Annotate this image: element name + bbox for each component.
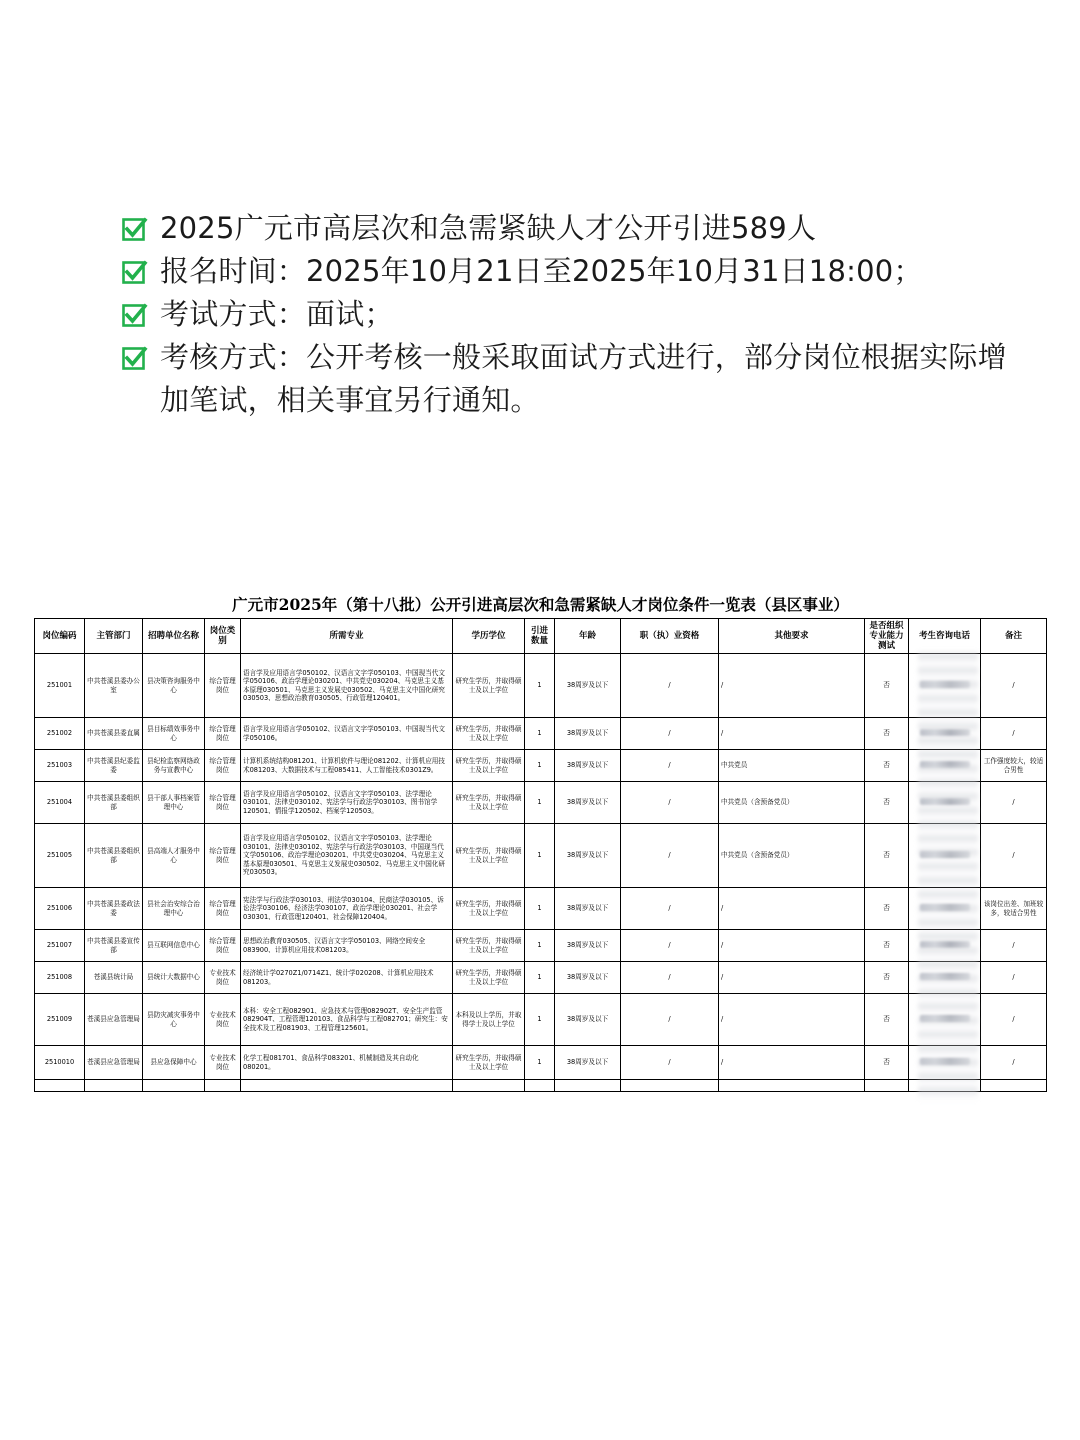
table-cell: / [719, 962, 865, 994]
table-cell [525, 1080, 555, 1092]
position-table-section [34, 594, 1047, 1104]
table-cell: 否 [865, 750, 909, 782]
table-cell: 县高端人才服务中心 [143, 824, 205, 888]
column-header: 引进数量 [525, 619, 555, 654]
table-header-row [35, 619, 1047, 654]
table-cell: 语言学及应用语言学050102、汉语言文字学050103、中国现当代文学050106、政治学理论030201、中共党史030204、马克思主义基本原理030501、马克思主义发展史030502、马克思主义中国化研究030503、思想政治教育030505、行政管理120401。 [241, 654, 453, 718]
table-cell: 县应急保障中心 [143, 1046, 205, 1080]
table-cell: / [621, 962, 719, 994]
table-cell: 县社会治安综合治理中心 [143, 888, 205, 930]
table-cell: / [981, 718, 1047, 750]
table-cell [241, 1080, 453, 1092]
table-cell [555, 1080, 621, 1092]
column-header: 年龄 [555, 619, 621, 654]
table-cell: 中共苍溪县委办公室 [85, 654, 143, 718]
table-cell [85, 1080, 143, 1092]
table-cell: / [981, 1046, 1047, 1080]
redacted-phone [920, 941, 970, 948]
table-cell: 宪法学与行政法学030103、刑法学030104、民商法学030105、诉讼法学030106、经济法学030107、政治学理论030201、社会学030301、行政管理120401、社会保障120404。 [241, 888, 453, 930]
table-cell: 研究生学历，并取得硕士及以上学位 [453, 750, 525, 782]
table-row [35, 654, 1047, 718]
table-cell [909, 930, 981, 962]
table-cell: 1 [525, 962, 555, 994]
table-cell: 研究生学历，并取得硕士及以上学位 [453, 782, 525, 824]
check-box-icon [122, 345, 150, 369]
column-header: 是否组织专业能力测试 [865, 619, 909, 654]
table-cell: 中共苍溪县纪委监委 [85, 750, 143, 782]
redacted-phone [920, 729, 970, 736]
table-cell: 38周岁及以下 [555, 930, 621, 962]
redacted-phone [920, 798, 970, 805]
table-row [35, 994, 1047, 1046]
table-cell: 1 [525, 888, 555, 930]
table-cell: / [621, 888, 719, 930]
check-item-title [122, 207, 1022, 250]
table-cell: 苍溪县应急管理局 [85, 1046, 143, 1080]
table-cell: / [719, 930, 865, 962]
table-cell: 251009 [35, 994, 85, 1046]
table-cell: 251003 [35, 750, 85, 782]
table-cell: 本科：安全工程082901、应急技术与管理082902T、安全生产监管082904T、工程管理120103、食品科学与工程082701；研究生：安全技术及工程081903、工程管理125601。 [241, 994, 453, 1046]
table-cell: 38周岁及以下 [555, 654, 621, 718]
table-cell: / [981, 930, 1047, 962]
column-header: 所需专业 [241, 619, 453, 654]
table-cell: / [621, 994, 719, 1046]
table-cell: 中共党员（含预备党员） [719, 824, 865, 888]
column-header: 岗位类别 [205, 619, 241, 654]
table-cell: 县统计大数据中心 [143, 962, 205, 994]
table-cell: / [621, 654, 719, 718]
table-cell: 中共苍溪县委政法委 [85, 888, 143, 930]
table-row [35, 750, 1047, 782]
table-cell [909, 1080, 981, 1092]
table-cell: 否 [865, 782, 909, 824]
table-cell [35, 1080, 85, 1092]
table-cell: 中共苍溪县委组织部 [85, 824, 143, 888]
table-cell: 中共苍溪县委直属 [85, 718, 143, 750]
table-cell: 苍溪县统计局 [85, 962, 143, 994]
table-row [35, 718, 1047, 750]
table-cell: 语言学及应用语言学050102、汉语言文字学050103、法学理论030101、法律史030102、宪法学与行政法学030103、图书馆学120501、情报学120502、档案学120503。 [241, 782, 453, 824]
table-cell: 251002 [35, 718, 85, 750]
table-cell: / [621, 718, 719, 750]
table-cell: 县目标绩效事务中心 [143, 718, 205, 750]
table-cell: 综合管理岗位 [205, 824, 241, 888]
table-row [35, 824, 1047, 888]
table-cell: / [621, 824, 719, 888]
table-cell [909, 994, 981, 1046]
table-cell [909, 750, 981, 782]
table-row [35, 782, 1047, 824]
table-cell: 否 [865, 654, 909, 718]
redacted-phone [920, 1058, 970, 1065]
table-cell [909, 824, 981, 888]
table-cell: 1 [525, 1046, 555, 1080]
table-cell: 综合管理岗位 [205, 750, 241, 782]
table-cell: / [719, 888, 865, 930]
table-cell [621, 1080, 719, 1092]
redacted-phone [920, 761, 970, 768]
column-header: 岗位编码 [35, 619, 85, 654]
check-item-signup-time [122, 250, 1022, 293]
check-box-icon [122, 216, 150, 240]
table-cell: 中共苍溪县委宣传部 [85, 930, 143, 962]
table-cell: 研究生学历，并取得硕士及以上学位 [453, 824, 525, 888]
table-cell: 251001 [35, 654, 85, 718]
redacted-phone [920, 851, 970, 858]
table-cell: 研究生学历，并取得硕士及以上学位 [453, 962, 525, 994]
table-cell [909, 1046, 981, 1080]
table-cell: 县干部人事档案管理中心 [143, 782, 205, 824]
table-row [35, 1080, 1047, 1092]
table-cell [865, 1080, 909, 1092]
table-cell: 综合管理岗位 [205, 782, 241, 824]
check-item-exam-method [122, 293, 1022, 336]
table-cell: 专业技术岗位 [205, 994, 241, 1046]
table-body [35, 654, 1047, 1092]
table-cell: 县互联网信息中心 [143, 930, 205, 962]
table-cell [909, 888, 981, 930]
table-cell: 否 [865, 824, 909, 888]
check-box-icon [122, 259, 150, 283]
table-cell: 综合管理岗位 [205, 654, 241, 718]
table-cell [909, 654, 981, 718]
redacted-phone [920, 681, 970, 688]
table-cell: 综合管理岗位 [205, 718, 241, 750]
table-cell: 综合管理岗位 [205, 930, 241, 962]
check-item-assessment [122, 336, 1022, 422]
table-cell [909, 782, 981, 824]
table-cell: / [981, 994, 1047, 1046]
table-cell: / [719, 654, 865, 718]
table-cell: 2510010 [35, 1046, 85, 1080]
column-header: 招聘单位名称 [143, 619, 205, 654]
table-cell: 研究生学历，并取得硕士及以上学位 [453, 654, 525, 718]
table-cell: 县决策咨询服务中心 [143, 654, 205, 718]
check-text: 2025广元市高层次和急需紧缺人才公开引进589人 [160, 211, 817, 245]
table-cell: 38周岁及以下 [555, 750, 621, 782]
table-title: 广元市2025年（第十八批）公开引进高层次和急需紧缺人才岗位条件一览表（县区事业） [232, 595, 849, 614]
check-text: 报名时间：2025年10月21日至2025年10月31日18:00； [160, 254, 923, 288]
table-cell: 38周岁及以下 [555, 718, 621, 750]
column-header: 职（执）业资格 [621, 619, 719, 654]
table-cell: 思想政治教育030505、汉语言文字学050103、网络空间安全083900、计算机应用技术081203。 [241, 930, 453, 962]
table-cell: 否 [865, 994, 909, 1046]
redacted-phone [920, 973, 970, 980]
table-cell: 经济统计学0270Z1/0714Z1、统计学020208、计算机应用技术081203。 [241, 962, 453, 994]
table-cell: 251005 [35, 824, 85, 888]
table-cell: 本科及以上学历，并取得学士及以上学位 [453, 994, 525, 1046]
table-cell [909, 718, 981, 750]
table-cell: 1 [525, 994, 555, 1046]
table-cell: / [621, 1046, 719, 1080]
table-cell: / [981, 782, 1047, 824]
table-cell: 1 [525, 718, 555, 750]
table-cell: / [621, 782, 719, 824]
table-cell: / [621, 750, 719, 782]
table-cell [205, 1080, 241, 1092]
table-cell: 专业技术岗位 [205, 1046, 241, 1080]
table-cell: 38周岁及以下 [555, 888, 621, 930]
table-cell: 1 [525, 782, 555, 824]
check-box-icon [122, 302, 150, 326]
column-header: 主管部门 [85, 619, 143, 654]
table-cell: 否 [865, 888, 909, 930]
table-row [35, 962, 1047, 994]
table-cell: 否 [865, 1046, 909, 1080]
check-text: 考核方式：公开考核一般采取面试方式进行，部分岗位根据实际增加笔试，相关事宜另行通知。 [160, 340, 1007, 417]
table-cell: 中共苍溪县委组织部 [85, 782, 143, 824]
table-cell: 苍溪县应急管理局 [85, 994, 143, 1046]
table-cell: / [981, 654, 1047, 718]
table-cell: 研究生学历，并取得硕士及以上学位 [453, 718, 525, 750]
table-cell: 否 [865, 930, 909, 962]
redacted-phone [920, 1015, 970, 1022]
table-cell: 否 [865, 718, 909, 750]
table-cell: / [719, 994, 865, 1046]
table-cell: 计算机系统结构081201、计算机软件与理论081202、计算机应用技术081203、大数据技术与工程085411、人工智能技术0301Z9。 [241, 750, 453, 782]
table-cell: 38周岁及以下 [555, 1046, 621, 1080]
table-cell: 专业技术岗位 [205, 962, 241, 994]
table-cell: 38周岁及以下 [555, 994, 621, 1046]
table-cell: 语言学及应用语言学050102、汉语言文字学050103、中国现当代文学050106。 [241, 718, 453, 750]
table-cell: 38周岁及以下 [555, 962, 621, 994]
table-cell: 1 [525, 654, 555, 718]
table-cell: 38周岁及以下 [555, 782, 621, 824]
table-row [35, 930, 1047, 962]
table-cell [719, 1080, 865, 1092]
table-cell: 化学工程081701、食品科学083201、机械制造及其自动化080201。 [241, 1046, 453, 1080]
table-cell [143, 1080, 205, 1092]
table-cell: 研究生学历，并取得硕士及以上学位 [453, 930, 525, 962]
table-cell: 研究生学历，并取得硕士及以上学位 [453, 1046, 525, 1080]
table-cell: 中共党员（含预备党员） [719, 782, 865, 824]
table-cell: 语言学及应用语言学050102、汉语言文字学050103、法学理论030101、法律史030102、宪法学与行政法学030103、中国现当代文学050106、政治学理论030201、中共党史030204、马克思主义基本原理030501、马克思主义发展史030502、马克思主义中国化研究030503。 [241, 824, 453, 888]
redacted-phone [920, 904, 970, 911]
table-cell: 1 [525, 824, 555, 888]
table-cell: / [981, 824, 1047, 888]
column-header: 考生咨询电话 [909, 619, 981, 654]
table-cell: / [719, 1046, 865, 1080]
table-cell [453, 1080, 525, 1092]
table-cell: 县纪检监察网络政务与宣教中心 [143, 750, 205, 782]
column-header: 其他要求 [719, 619, 865, 654]
table-cell: 该岗位出差、加班较多，较适合男性 [981, 888, 1047, 930]
column-header: 学历学位 [453, 619, 525, 654]
table-cell: 38周岁及以下 [555, 824, 621, 888]
column-header: 备注 [981, 619, 1047, 654]
table-row [35, 888, 1047, 930]
table-cell: 工作强度较大，较适合男性 [981, 750, 1047, 782]
table-cell: 研究生学历，并取得硕士及以上学位 [453, 888, 525, 930]
table-cell: 否 [865, 962, 909, 994]
table-cell [981, 1080, 1047, 1092]
check-text: 考试方式：面试； [160, 297, 394, 331]
table-cell: 1 [525, 930, 555, 962]
table-cell: 251008 [35, 962, 85, 994]
table-cell: 综合管理岗位 [205, 888, 241, 930]
table-cell: 251006 [35, 888, 85, 930]
table-cell: 中共党员 [719, 750, 865, 782]
position-table [34, 618, 1047, 1092]
table-cell: / [981, 962, 1047, 994]
table-cell: / [621, 930, 719, 962]
table-cell [909, 962, 981, 994]
table-row [35, 1046, 1047, 1080]
checklist [122, 207, 1022, 422]
table-cell: 县防灾减灾事务中心 [143, 994, 205, 1046]
table-cell: 251007 [35, 930, 85, 962]
table-cell: 1 [525, 750, 555, 782]
table-cell: / [719, 718, 865, 750]
table-cell: 251004 [35, 782, 85, 824]
